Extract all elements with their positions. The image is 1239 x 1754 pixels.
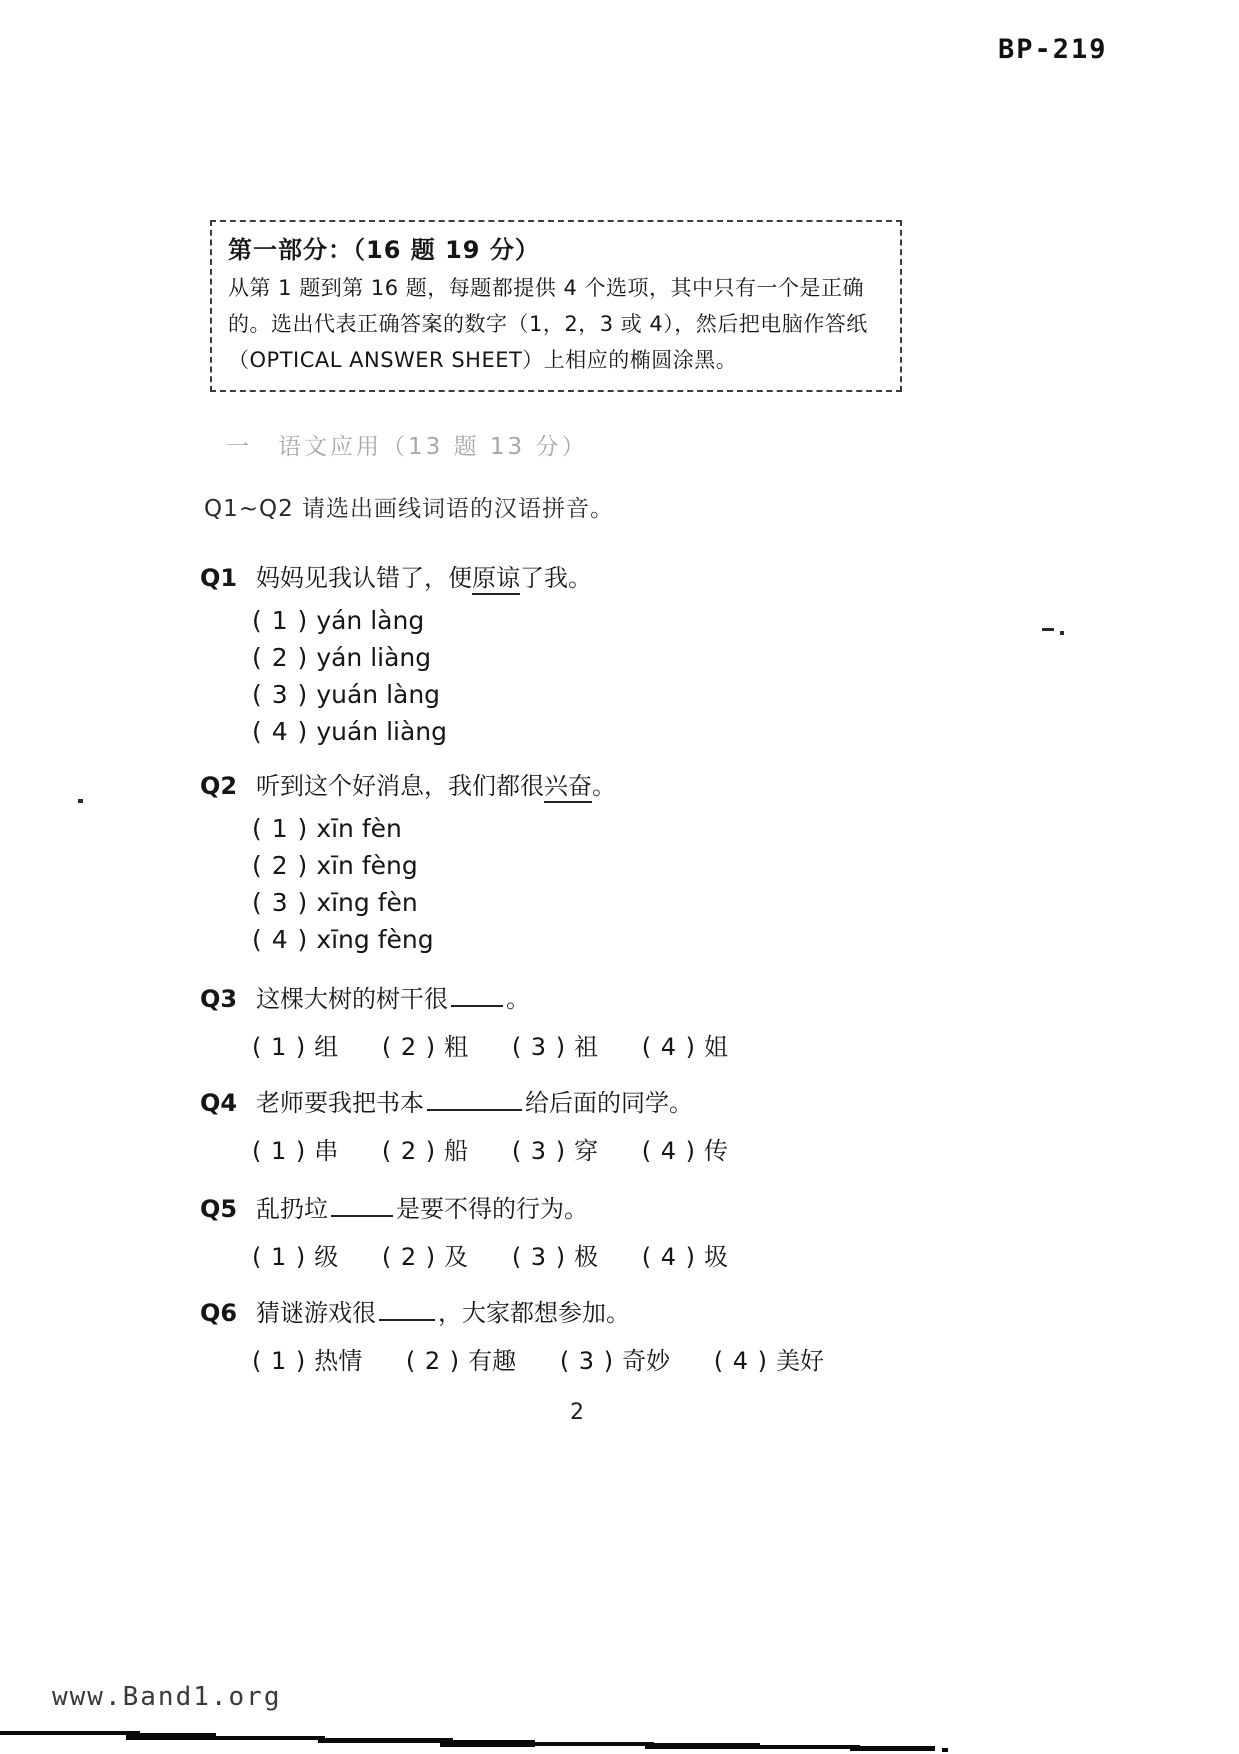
answer-option [252, 602, 1040, 639]
scan-edge-artifact [0, 1731, 140, 1735]
question-number: Q1 [200, 564, 238, 592]
question-q2 [200, 770, 1040, 958]
answer-option [642, 1027, 728, 1062]
question-q6 [200, 1294, 1040, 1376]
stem-text: 了我。 [520, 564, 592, 592]
option-text: 组 [314, 1033, 339, 1062]
option-text: 圾 [703, 1243, 728, 1272]
options-list [252, 602, 1040, 750]
options-list [252, 1237, 1040, 1272]
option-number: ( 3 ) [511, 1243, 567, 1272]
option-number: ( 3 ) [252, 888, 309, 917]
option-number: ( 4 ) [641, 1137, 696, 1166]
subsection-instruction: Q1~Q2 请选出画线词语的汉语拼音。 [204, 496, 615, 522]
question-q1 [200, 562, 1040, 750]
option-text: 及 [444, 1243, 469, 1272]
underlined-word: 兴奋 [544, 772, 592, 803]
answer-option [642, 1237, 728, 1272]
question-stem [200, 980, 1040, 1015]
option-number: ( 1 ) [252, 1347, 307, 1376]
stem-text: 。 [592, 772, 616, 800]
question-number: Q5 [200, 1195, 238, 1224]
option-text: 美好 [775, 1347, 824, 1376]
stem-text: 给后面的同学。 [525, 1089, 693, 1118]
option-text: xīng fèng [316, 925, 434, 954]
question-q3 [200, 980, 1040, 1062]
scan-edge-artifact [942, 1748, 948, 1752]
scan-speck [1060, 631, 1064, 635]
option-number: ( 1 ) [252, 1137, 307, 1166]
option-number: ( 2 ) [405, 1347, 461, 1376]
answer-option [252, 1237, 338, 1272]
stem-text: 乱扔垃 [256, 1195, 328, 1224]
instructions-box [210, 220, 902, 392]
scan-speck [78, 799, 83, 803]
option-text: yán liàng [316, 643, 432, 672]
option-text: 姐 [703, 1033, 728, 1062]
answer-option [252, 921, 1040, 958]
instructions-line: 的。选出代表正确答案的数字（1，2，3 或 4），然后把电脑作答纸 [228, 312, 868, 336]
option-text: xīn fèn [316, 814, 402, 843]
option-number: ( 3 ) [511, 1033, 567, 1062]
question-q4 [200, 1084, 1040, 1166]
question-number: Q6 [200, 1299, 238, 1328]
option-text: 级 [314, 1243, 339, 1272]
stem-text: 是要不得的行为。 [396, 1195, 588, 1224]
option-text: 船 [444, 1137, 469, 1166]
question-stem [200, 1294, 1040, 1329]
answer-option [252, 713, 1040, 750]
question-stem [200, 770, 1040, 802]
underlined-word: 原谅 [472, 564, 520, 595]
options-list [252, 810, 1040, 958]
scan-edge-artifact [850, 1746, 935, 1751]
answer-option [382, 1237, 468, 1272]
option-text: yuán liàng [316, 717, 447, 746]
option-text: 穿 [574, 1137, 599, 1166]
stem-text: ，大家都想参加。 [438, 1299, 630, 1328]
scan-edge-artifact [750, 1745, 860, 1749]
answer-option [382, 1027, 468, 1062]
options-list [252, 1131, 1040, 1166]
option-number: ( 1 ) [252, 606, 309, 635]
answer-option [252, 1027, 338, 1062]
option-number: ( 4 ) [641, 1243, 696, 1272]
option-number: ( 2 ) [381, 1137, 437, 1166]
option-text: 传 [703, 1137, 728, 1166]
scan-edge-artifact [318, 1738, 453, 1743]
answer-option [512, 1237, 598, 1272]
option-text: xīng fèn [316, 888, 418, 917]
instructions-line: （OPTICAL ANSWER SHEET）上相应的椭圆涂黑。 [228, 348, 738, 372]
stem-text: 这棵大树的树干很 [256, 985, 448, 1014]
answer-option [714, 1341, 824, 1376]
scan-speck [1042, 628, 1054, 631]
question-number: Q3 [200, 985, 238, 1014]
option-number: ( 4 ) [252, 717, 309, 746]
scan-edge-artifact [524, 1742, 654, 1746]
stem-text: 。 [506, 985, 530, 1014]
option-number: ( 1 ) [252, 1033, 307, 1062]
options-list [252, 1027, 1040, 1062]
answer-option [512, 1027, 598, 1062]
scan-edge-artifact [645, 1743, 760, 1749]
question-stem [200, 562, 1040, 594]
option-number: ( 1 ) [252, 1243, 307, 1272]
option-text: yán làng [316, 606, 425, 635]
answer-option [252, 639, 1040, 676]
option-number: ( 4 ) [252, 925, 309, 954]
option-text: 奇妙 [622, 1347, 671, 1376]
answer-option [512, 1131, 598, 1166]
option-text: 极 [574, 1243, 599, 1272]
options-list [252, 1341, 1040, 1376]
option-number: ( 2 ) [252, 643, 309, 672]
watermark-url: www.Band1.org [52, 1682, 282, 1712]
document-code: BP-219 [998, 34, 1108, 65]
answer-option [560, 1341, 670, 1376]
answer-option [252, 810, 1040, 847]
stem-text: 妈妈见我认错了，便 [256, 564, 472, 592]
answer-option [252, 1131, 338, 1166]
answer-option [252, 847, 1040, 884]
question-q5 [200, 1190, 1040, 1272]
question-stem [200, 1084, 1040, 1119]
answer-option [382, 1131, 468, 1166]
option-number: ( 2 ) [381, 1033, 437, 1062]
scan-edge-artifact [205, 1736, 325, 1740]
option-number: ( 3 ) [511, 1137, 567, 1166]
question-number: Q2 [200, 772, 238, 800]
section-heading: 一 语文应用（13 题 13 分） [226, 434, 588, 460]
page-number: 2 [570, 1400, 584, 1425]
option-text: yuán làng [316, 680, 441, 709]
question-stem [200, 1190, 1040, 1225]
option-text: 热情 [314, 1347, 363, 1376]
answer-option [642, 1131, 728, 1166]
option-text: 粗 [444, 1033, 469, 1062]
question-number: Q4 [200, 1089, 238, 1118]
fill-in-blank [451, 980, 503, 1007]
option-text: 有趣 [468, 1347, 517, 1376]
instructions-line: 从第 1 题到第 16 题，每题都提供 4 个选项，其中只有一个是正确 [228, 276, 864, 300]
option-text: 串 [314, 1137, 339, 1166]
stem-text: 听到这个好消息，我们都很 [256, 772, 544, 800]
option-number: ( 3 ) [252, 680, 309, 709]
answer-option [252, 1341, 362, 1376]
answer-option [252, 676, 1040, 713]
option-number: ( 2 ) [252, 851, 309, 880]
fill-in-blank [427, 1084, 522, 1111]
scan-edge-artifact [440, 1740, 535, 1747]
instructions-title: 第一部分：（16 题 19 分） [228, 236, 540, 264]
stem-text: 老师要我把书本 [256, 1089, 424, 1118]
option-number: ( 1 ) [252, 814, 309, 843]
fill-in-blank [331, 1190, 393, 1217]
scan-edge-artifact [126, 1733, 216, 1740]
answer-option [252, 884, 1040, 921]
option-number: ( 4 ) [641, 1033, 696, 1062]
option-number: ( 3 ) [559, 1347, 615, 1376]
option-number: ( 2 ) [381, 1243, 437, 1272]
option-text: 祖 [574, 1033, 599, 1062]
fill-in-blank [379, 1294, 435, 1321]
stem-text: 猜谜游戏很 [256, 1299, 376, 1328]
option-number: ( 4 ) [713, 1347, 768, 1376]
answer-option [406, 1341, 516, 1376]
option-text: xīn fèng [316, 851, 418, 880]
